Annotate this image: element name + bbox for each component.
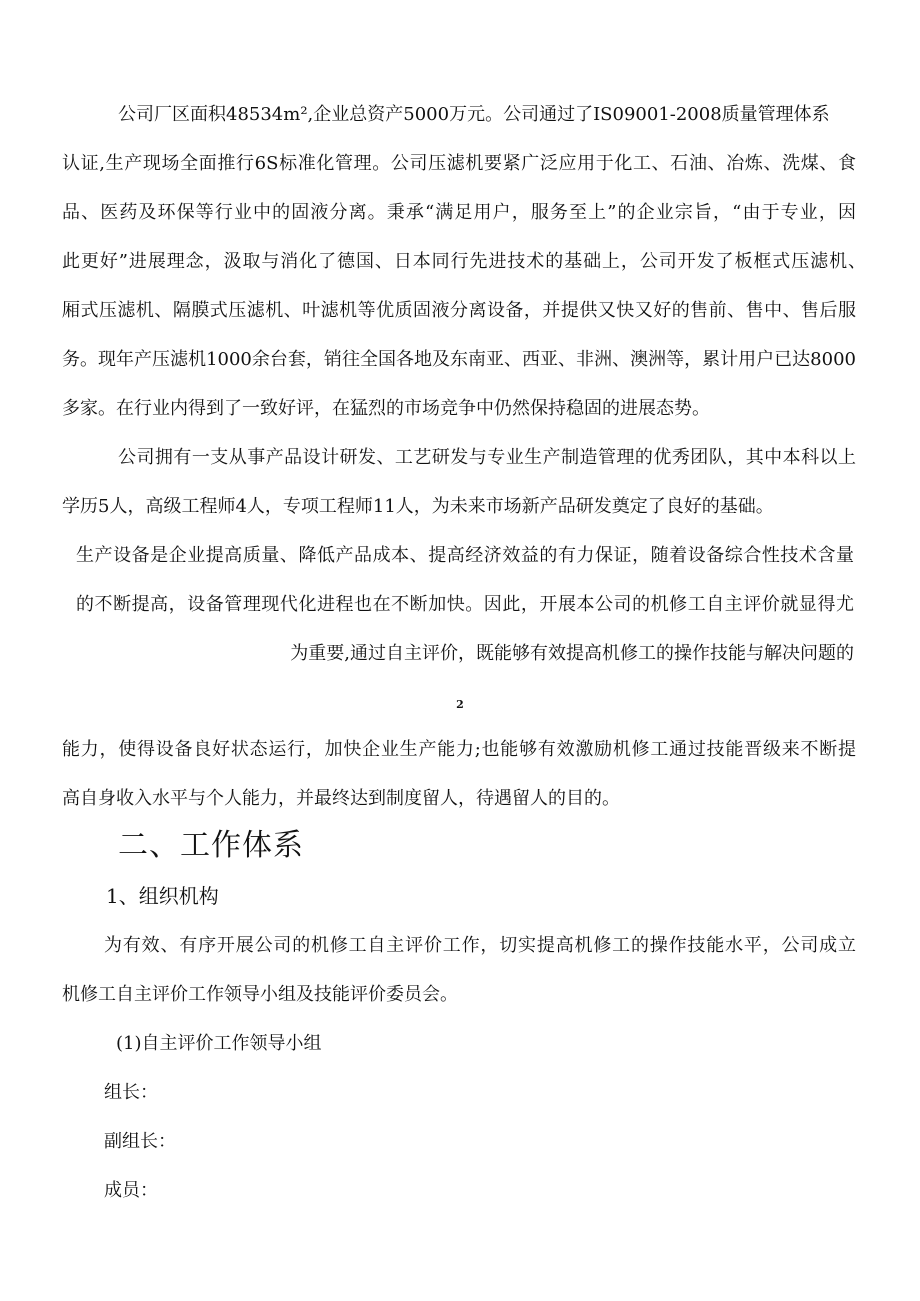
para1-line-2: 认证,生产现场全面推行6S标准化管理。公司压滤机要紧广泛应用于化工、石油、冶炼、洗煤、食 xyxy=(62,153,856,174)
para5-line-2: 机修工自主评价工作领导小组及技能评价委员会。 xyxy=(62,984,458,1005)
para3-line-2: 的不断提高，设备管理现代化进程也在不断加快。因此，开展本公司的机修工自主评价就显得尤 xyxy=(76,594,854,615)
page-number: 2 xyxy=(456,698,464,711)
leadership-group-heading: (1)自主评价工作领导小组 xyxy=(116,1033,322,1054)
para3-line-1: 生产设备是企业提高质量、降低产品成本、提高经济效益的有力保证，随着设备综合性技术含量 xyxy=(76,545,854,566)
para1-line-7: 多家。在行业内得到了一致好评，在猛烈的市场竞争中仍然保持稳固的进展态势。 xyxy=(62,398,710,419)
para2-line-1: 公司拥有一支从事产品设计研发、工艺研发与专业生产制造管理的优秀团队，其中本科以上 xyxy=(118,447,856,468)
para1-line-1: 公司厂区面积48534m²,企业总资产5000万元。公司通过了IS09001-2008质量管理体系 xyxy=(118,104,830,125)
para1-line-5: 厢式压滤机、隔膜式压滤机、叶滤机等优质固液分离设备，并提供又快又好的售前、售中、售后服 xyxy=(62,300,856,321)
para5-line-1: 为有效、有序开展公司的机修工自主评价工作，切实提高机修工的操作技能水平，公司成立 xyxy=(104,935,856,956)
para1-line-4: 此更好”进展理念，汲取与消化了德国、日本同行先进技术的基础上，公司开发了板框式压滤机、 xyxy=(62,251,866,272)
para1-line-6: 务。现年产压滤机1000余台套，销往全国各地及东南亚、西亚、非洲、澳洲等，累计用户已达8000 xyxy=(62,349,856,370)
section-heading: 二、工作体系 xyxy=(118,828,304,863)
subsection-heading: 1、组织机构 xyxy=(106,884,219,908)
para1-line-3: 品、医药及环保等行业中的固液分离。秉承“满足用户，服务至上”的企业宗旨，“由于专业，因 xyxy=(62,202,856,223)
role-members: 成员： xyxy=(104,1180,158,1201)
para2-line-2: 学历5人，高级工程师4人，专项工程师11人，为未来市场新产品研发奠定了良好的基础。 xyxy=(62,496,774,517)
para4-line-2: 高自身收入水平与个人能力，并最终达到制度留人，待遇留人的目的。 xyxy=(62,788,620,809)
role-leader: 组长： xyxy=(104,1082,158,1103)
role-deputy-leader: 副组长： xyxy=(104,1131,176,1152)
para4-line-1: 能力，使得设备良好状态运行，加快企业生产能力;也能够有效激励机修工通过技能晋级来不断提 xyxy=(62,739,856,760)
para3-line-3: 为重要,通过自主评价，既能够有效提高机修工的操作技能与解决问题的 xyxy=(290,643,854,664)
